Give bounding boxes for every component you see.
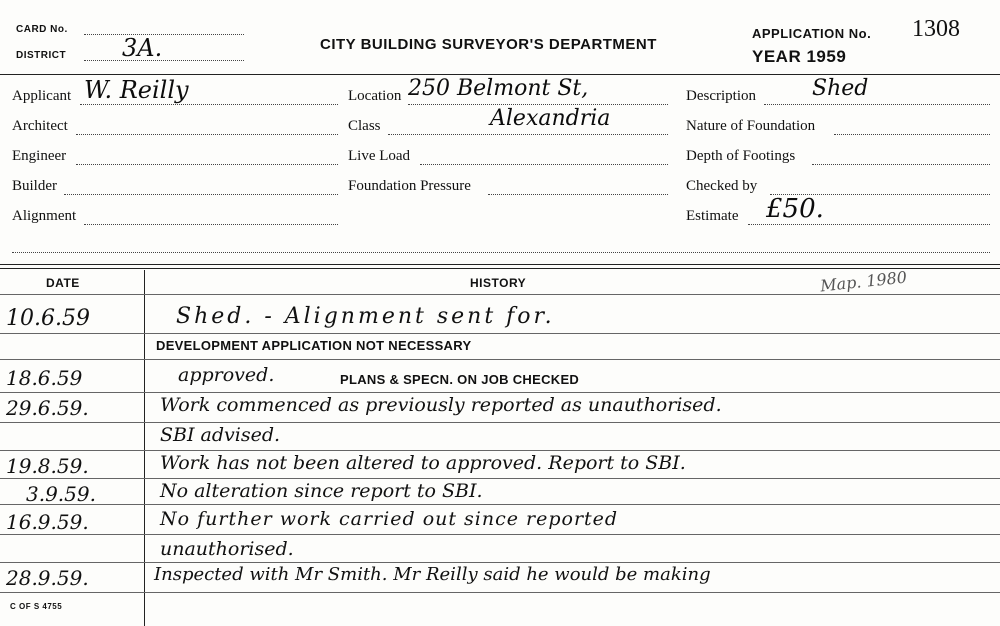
class-label: Class — [348, 118, 381, 134]
live-load-label: Live Load — [348, 148, 411, 164]
entry-text: No alteration since report to SBI. — [160, 480, 483, 502]
entry-date: 19.8.59. — [6, 454, 89, 478]
history-header-rule — [0, 294, 1000, 295]
engineer-line — [76, 164, 338, 165]
row-rule — [0, 534, 1000, 535]
architect-label: Architect — [12, 118, 68, 134]
row-rule — [0, 478, 1000, 479]
row-rule — [0, 359, 1000, 360]
row-rule — [0, 392, 1000, 393]
entry-text: unauthorised. — [160, 538, 294, 560]
builder-line — [64, 194, 338, 195]
entry-date: 10.6.59 — [6, 306, 90, 331]
entry-date: 28.9.59. — [6, 566, 89, 590]
card-no-line — [84, 34, 244, 35]
live-load-line — [420, 164, 668, 165]
location-value-1: 250 Belmont St, — [408, 76, 589, 101]
entry-text: SBI advised. — [160, 424, 281, 446]
history-top-rule-2 — [0, 268, 1000, 269]
checked-by-label: Checked by — [686, 178, 758, 194]
row-rule — [0, 450, 1000, 451]
estimate-label: Estimate — [686, 208, 739, 224]
location-value-2: Alexandria — [490, 106, 611, 131]
entry-text: approved. — [178, 364, 275, 386]
applicant-label: Applicant — [12, 88, 72, 104]
applicant-line — [80, 104, 338, 105]
entry-date: 3.9.59. — [26, 482, 96, 506]
class-line — [388, 134, 668, 135]
builder-label: Builder — [12, 178, 57, 194]
entry-text: Work has not been altered to approved. Report to SBI. — [160, 452, 686, 474]
application-number: 1308 — [912, 16, 960, 42]
history-top-rule — [0, 264, 1000, 265]
entry-text: Work commenced as previously reported as unauthorised. — [160, 394, 722, 416]
row-rule — [0, 333, 1000, 334]
row-rule — [0, 592, 1000, 593]
entry-date: 29.6.59. — [6, 396, 89, 420]
history-header: HISTORY — [470, 276, 527, 290]
district-label: DISTRICT — [16, 50, 67, 61]
foundation-pressure-line — [488, 194, 668, 195]
alignment-label: Alignment — [12, 208, 77, 224]
entry-date: 16.9.59. — [6, 510, 89, 534]
entry-typed: PLANS & SPECN. ON JOB CHECKED — [340, 372, 580, 387]
field-block-bottom-line — [12, 252, 990, 253]
entry-text: Shed. - Alignment sent for. — [176, 304, 555, 329]
description-label: Description — [686, 88, 756, 104]
applicant-value: W. Reilly — [84, 76, 189, 104]
location-line — [408, 104, 668, 105]
header-rule — [0, 74, 1000, 75]
alignment-line — [84, 224, 338, 225]
estimate-line — [748, 224, 990, 225]
depth-of-footings-line — [812, 164, 990, 165]
form-code: C OF S 4755 — [10, 602, 63, 611]
architect-line — [76, 134, 338, 135]
year-label: YEAR 1959 — [752, 47, 847, 66]
row-rule — [0, 422, 1000, 423]
department-title: CITY BUILDING SURVEYOR'S DEPARTMENT — [320, 36, 657, 53]
date-column-divider — [144, 270, 145, 626]
nature-of-foundation-line — [834, 134, 990, 135]
foundation-pressure-label: Foundation Pressure — [348, 178, 471, 194]
district-value: 3A. — [122, 34, 163, 62]
district-line — [84, 60, 244, 61]
description-line — [764, 104, 990, 105]
date-header: DATE — [46, 276, 80, 290]
depth-of-footings-label: Depth of Footings — [686, 148, 796, 164]
nature-of-foundation-label: Nature of Foundation — [686, 118, 816, 134]
engineer-label: Engineer — [12, 148, 67, 164]
entry-date: 18.6.59 — [6, 366, 83, 390]
description-value: Shed — [812, 76, 869, 101]
map-note: Map. 1980 — [819, 267, 908, 296]
entry-typed: DEVELOPMENT APPLICATION NOT NECESSARY — [156, 338, 472, 353]
row-rule — [0, 562, 1000, 563]
estimate-value: £50. — [766, 194, 824, 224]
application-no-label: APPLICATION No. — [752, 26, 872, 41]
card-no-label: CARD No. — [16, 24, 68, 35]
entry-text: Inspected with Mr Smith. Mr Reilly said he would be making — [154, 564, 711, 585]
entry-text: No further work carried out since reported — [160, 508, 619, 530]
location-label: Location — [348, 88, 402, 104]
